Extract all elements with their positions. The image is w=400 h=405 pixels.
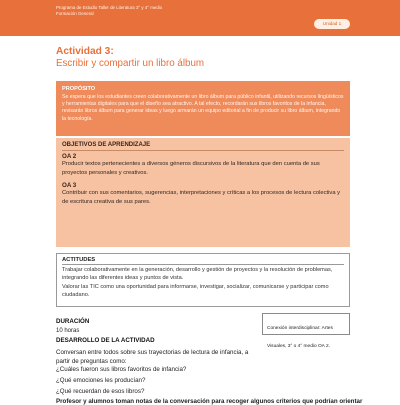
program-line-2: Formación General bbox=[56, 10, 94, 16]
attitude-item: Valorar las TIC como una oportunidad para informarse, investigar, socializar, comunicarse y participar como ciudadano. bbox=[62, 284, 329, 298]
development-heading: DESARROLLO DE LA ACTIVIDAD bbox=[56, 337, 155, 344]
objective-text: Contribuir con sus comentarios, sugerencias, interpretaciones y críticas a los procesos de lectura colectiva y de escritura creativa de sus pares. bbox=[62, 190, 341, 205]
question-item: ¿Cuáles fueron sus libros favoritos de infancia? bbox=[56, 366, 187, 373]
question-item: ¿Qué emociones les producían? bbox=[56, 377, 146, 384]
purpose-heading: PROPÓSITO bbox=[62, 86, 96, 92]
purpose-box bbox=[56, 81, 350, 136]
objective-oa3 bbox=[62, 182, 344, 206]
interdisciplinary-connection-box bbox=[262, 313, 350, 349]
attitudes-heading: ACTITUDES bbox=[62, 257, 344, 265]
objective-oa2 bbox=[62, 153, 344, 177]
objectives-heading: OBJETIVOS DE APRENDIZAJE bbox=[62, 142, 344, 151]
activity-title: Actividad 3: bbox=[56, 46, 114, 57]
activity-subtitle: Escribir y compartir un libro álbum bbox=[56, 58, 205, 69]
footer-paragraph: Profesor y alumnos toman notas de la conversación para recoger algunos criterios que podrían orientar bbox=[56, 398, 363, 405]
attitude-item: Trabajar colaborativamente en la generación, desarrollo y gestión de proyectos y la resolución de problemas, integrando las diferentes ideas y puntos de vista. bbox=[62, 267, 333, 281]
connection-label: Conexión interdisciplinar: Artes Visuales, 3° o 4° medio OA 2. bbox=[267, 326, 333, 349]
objective-code: OA 3 bbox=[62, 182, 77, 190]
duration-heading: DURACIÓN bbox=[56, 318, 90, 325]
activity-intro: Conversan entre todos sobre sus trayectorias de lectura de infancia, a partir de preguntas como: bbox=[56, 349, 249, 365]
program-title bbox=[56, 5, 162, 16]
question-item: ¿Qué recuerdan de esos libros? bbox=[56, 388, 145, 395]
objectives-box bbox=[56, 138, 350, 247]
attitudes-list bbox=[62, 267, 344, 299]
program-line-1: Programa de Estudio Taller de Literatura 3° y 4° medio bbox=[56, 5, 163, 10]
attitudes-box bbox=[56, 253, 350, 307]
objective-text: Producir textos pertenecientes a diversos géneros discursivos de la literatura que den cuenta de sus proyectos personales y creativos. bbox=[62, 161, 320, 176]
duration-value: 10 horas bbox=[56, 328, 80, 334]
header-bar bbox=[0, 0, 400, 36]
unit-label: Unidad 1 bbox=[322, 21, 342, 26]
purpose-text: Se espera que los estudiantes creen colaborativamente un libro álbum para público infantil, utilizando recursos lingüísticos y herramientas digitales para que el diseño sea atractivo. A tal efecto, recordarán sus libros favoritos de la infancia, revisarán libros álbum para generar ideas y luego armarán un equipo editorial a fin de producir su libro álbum, integrando la tecnología. bbox=[62, 94, 344, 122]
objective-code: OA 2 bbox=[62, 153, 77, 160]
unit-badge bbox=[314, 19, 350, 29]
